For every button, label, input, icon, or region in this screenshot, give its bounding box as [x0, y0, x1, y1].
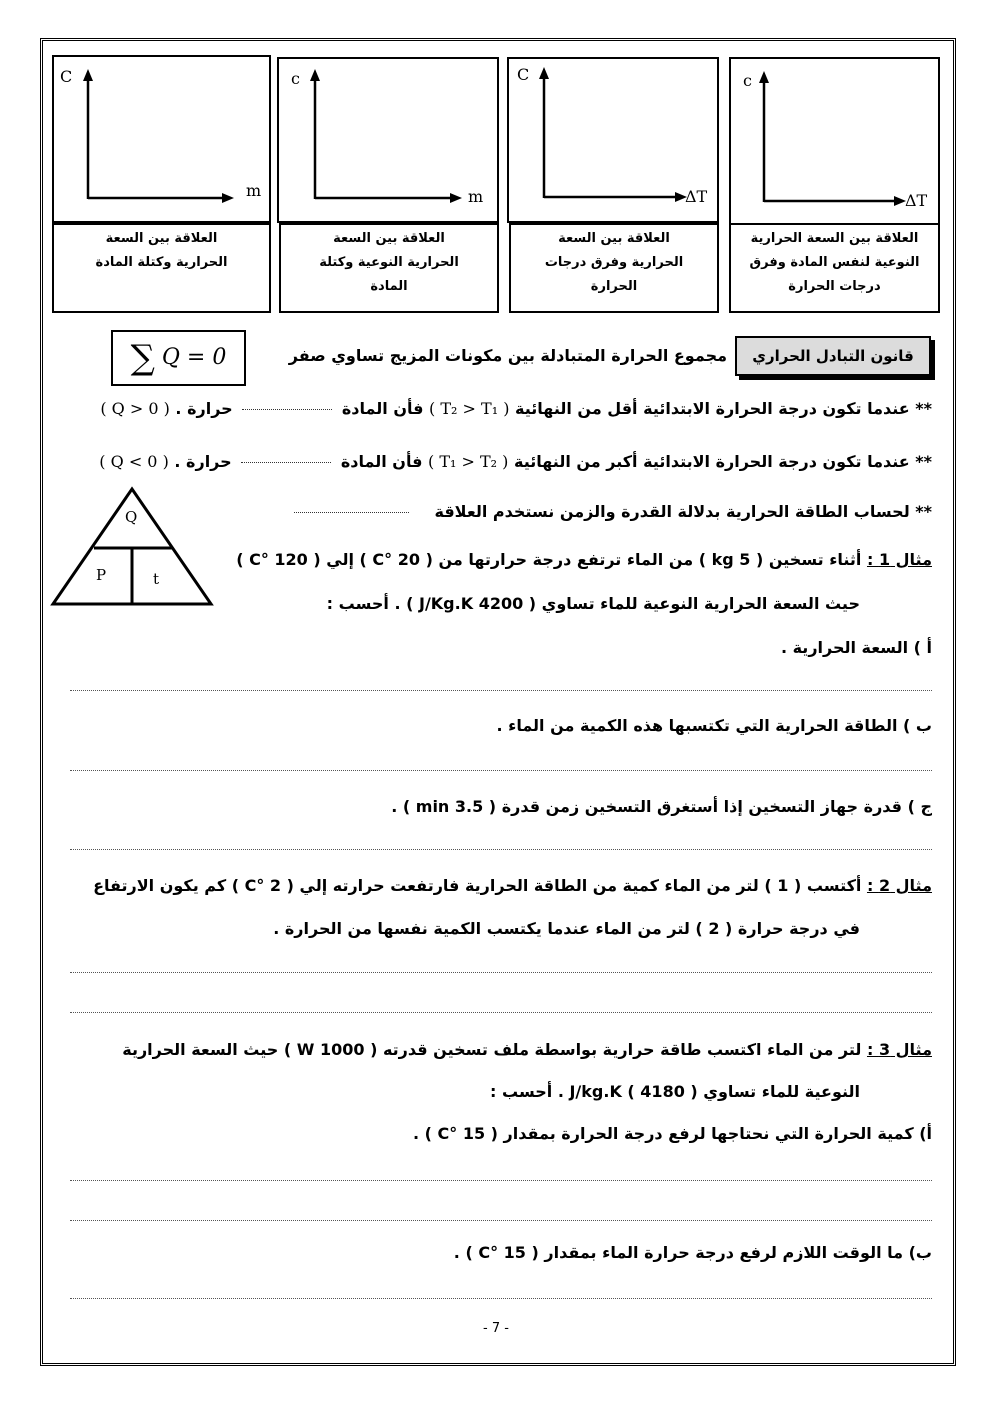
graph-c-vs-m [277, 57, 499, 223]
y-axis-label: C [60, 67, 73, 86]
graph-caption: العلاقة بين السعة الحرارية النوعية لنفس المادة وفرق درجات الحرارة [729, 223, 940, 313]
graph-C-vs-deltaT [507, 57, 719, 223]
answer-line[interactable] [70, 690, 932, 691]
qpt-triangle-icon [50, 486, 215, 608]
rule-2-then: فأن المادة [340, 452, 423, 471]
axes-icon [54, 57, 269, 221]
rule-1-sign: ( Q > 0 ) [100, 399, 170, 418]
example-3-qa: أ) كمية الحرارة التي نحتاجها لرفع درجة الحرارة بمقدار ( 15 °C ) . [412, 1124, 932, 1143]
axes-icon [279, 59, 497, 221]
example-3-line2: النوعية للماء تساوي ( 4180 ) J/kg.K . أحسب : [490, 1082, 860, 1101]
answer-line[interactable] [70, 972, 932, 973]
rule-1-text: ** عندما تكون درجة الحرارة الابتدائية أقل من النهائية [515, 399, 932, 418]
rule-2-word: حرارة . [174, 452, 232, 471]
example-3-qb: ب) ما الوقت اللازم لرفع درجة حرارة الماء بمقدار ( 15 °C ) . [453, 1243, 932, 1262]
fill-blank[interactable] [294, 512, 409, 513]
example-3-text: لتر من الماء اكتسب طاقة حرارية بواسطة ملف تسخين قدرته ( 1000 W ) حيث السعة الحرارية [122, 1040, 862, 1059]
example-1-qa: أ ) السعة الحرارية . [780, 638, 932, 657]
rule-1-word: حرارة . [175, 399, 233, 418]
rule-1 [100, 399, 932, 418]
example-2-label: مثال 2 : [866, 876, 932, 895]
graph-caption: العلاقة بين السعة الحرارية النوعية وكتلة المادة [279, 223, 499, 313]
rule-3-text: ** لحساب الطاقة الحرارية بدلالة القدرة والزمن نستخدم العلاقة [434, 502, 932, 521]
y-axis-label: c [743, 71, 752, 90]
rule-2-text: ** عندما تكون درجة الحرارة الابتدائية أكبر من النهائية [513, 452, 932, 471]
graph-C-vs-m [52, 55, 271, 223]
y-axis-label: c [291, 69, 300, 88]
formula-text: Q = 0 [161, 345, 227, 370]
example-1-line1 [236, 550, 932, 569]
x-axis-label: m [246, 181, 262, 200]
sum-symbol: ∑ [130, 338, 155, 378]
x-axis-label: ΔT [685, 187, 708, 206]
fill-blank[interactable] [241, 462, 331, 463]
example-2-line1 [93, 876, 932, 895]
example-1-qb: ب ) الطاقة الحرارية التي تكتسبها هذه الكمية من الماء . [496, 716, 932, 735]
triangle-t: t [153, 570, 160, 588]
example-1-label: مثال 1 : [866, 550, 932, 569]
triangle-p: P [96, 566, 107, 584]
example-2-line2: في درجة حرارة ( 2 ) لتر من الماء عندما يكتسب الكمية نفسها من الحرارة . [273, 919, 860, 938]
example-1-qc: ج ) قدرة جهاز التسخين إذا أستغرق التسخين زمن قدرة ( 3.5 min ) . [391, 797, 932, 816]
rule-1-then: فأن المادة [341, 399, 424, 418]
answer-line[interactable] [70, 849, 932, 850]
graph-caption: العلاقة بين السعة الحرارية وفرق درجات الحرارة [509, 223, 719, 313]
rule-2-sign: ( Q < 0 ) [99, 452, 169, 471]
rule-2 [99, 452, 932, 471]
page-number: - 7 - [483, 1321, 509, 1336]
graph-caption: العلاقة بين السعة الحرارية وكتلة المادة [52, 223, 271, 313]
y-axis-label: C [517, 65, 530, 84]
law-title: قانون التبادل الحراري [735, 336, 931, 376]
x-axis-label: m [468, 187, 484, 206]
x-axis-label: ΔT [905, 191, 928, 210]
example-1-text: أثناء تسخين ( 5 kg ) من الماء ترتفع درجة حرارتها من ( 20 °C ) إلي ( 120 °C ) [236, 550, 862, 569]
answer-line[interactable] [70, 1180, 932, 1181]
triangle-q: Q [125, 508, 138, 526]
graph-c-vs-deltaT [729, 57, 940, 225]
answer-line[interactable] [70, 1220, 932, 1221]
answer-line[interactable] [70, 1298, 932, 1299]
example-3-label: مثال 3 : [866, 1040, 932, 1059]
law-statement: مجموع الحرارة المتبادلة بين مكونات المزيج تساوي صفر [288, 346, 727, 365]
answer-line[interactable] [70, 770, 932, 771]
rule-2-condition: ( T₁ > T₂ ) [428, 452, 509, 471]
example-2-text: أكتسب ( 1 ) لتر من الماء كمية من الطاقة الحرارية فارتفعت حرارته إلي ( 2 °C ) كم يكون الارتفاع [93, 876, 862, 895]
sum-formula [111, 330, 246, 386]
rule-3 [290, 502, 932, 521]
example-3-line1 [122, 1040, 932, 1059]
answer-line[interactable] [70, 1012, 932, 1013]
fill-blank[interactable] [242, 409, 332, 410]
rule-1-condition: ( T₂ > T₁ ) [429, 399, 510, 418]
example-1-line2: حيث السعة الحرارية النوعية للماء تساوي ( 4200 J/Kg.K ) . أحسب : [326, 594, 860, 613]
